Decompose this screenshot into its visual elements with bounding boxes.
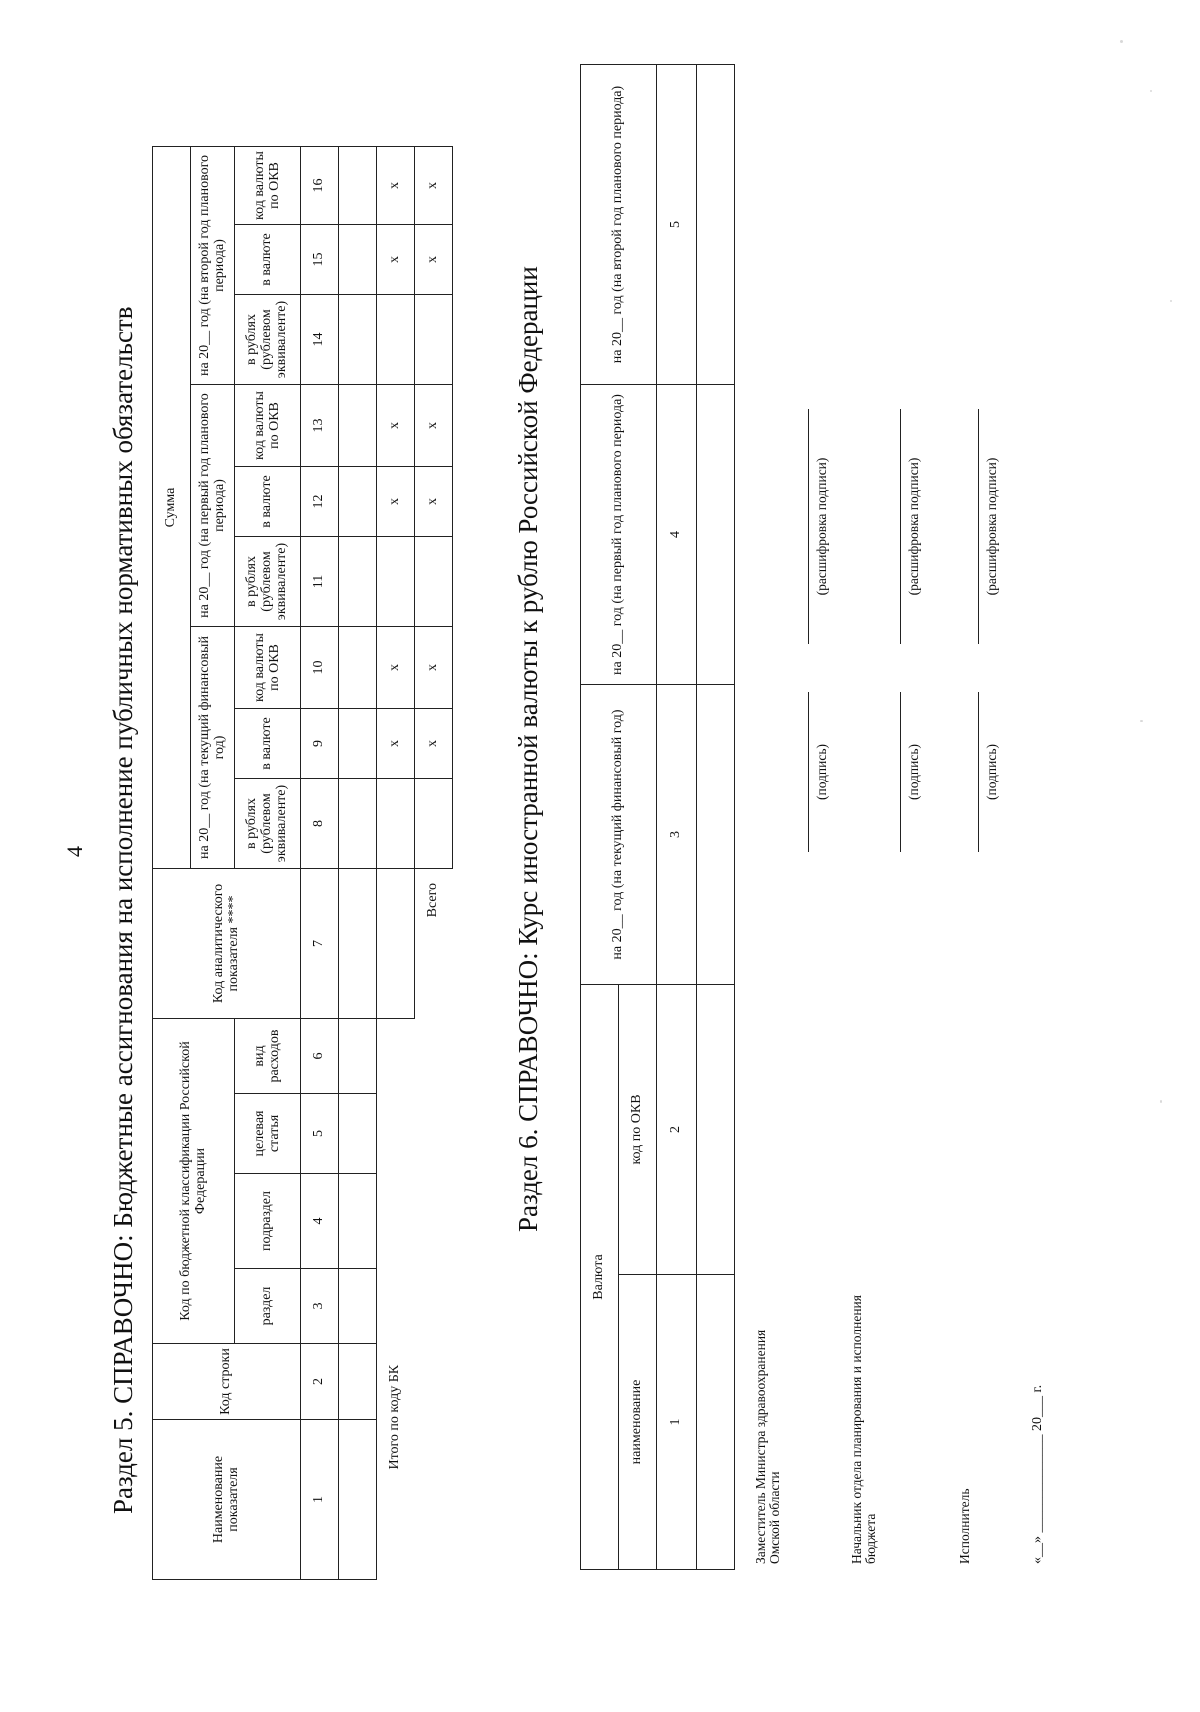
hdr-rub: в рублях (рублевом эквиваленте) [235, 779, 301, 869]
decode-line [978, 409, 979, 644]
x-mark: x [377, 147, 415, 225]
hdr-val: в валюте [235, 225, 301, 295]
col-num: 1 [657, 1275, 697, 1570]
table-row [339, 147, 377, 1580]
col-num: 10 [301, 627, 339, 709]
col-number-row [657, 65, 697, 1570]
hdr-period-current: на 20__ год (на текущий финансовый год) [581, 685, 657, 985]
hdr-razdel: раздел [235, 1269, 301, 1344]
hdr-okv: код валюты по ОКВ [235, 627, 301, 709]
hdr-val: в валюте [235, 467, 301, 537]
total-bk-label: Итого по коду БК [387, 1364, 403, 1470]
signer-role: Заместитель Министра здравоохранения Омской области [753, 1329, 783, 1564]
total-all-row [415, 147, 453, 1580]
col-num: 14 [301, 295, 339, 385]
hdr-vid: вид расходов [235, 1019, 301, 1094]
section6-title: Раздел 6. СПРАВОЧНО: Курс иностранной валюты к рублю Российской Федерации [513, 266, 543, 1232]
decode-line [808, 409, 809, 644]
x-mark: x [377, 467, 415, 537]
hdr-period-second: на 20__ год (на второй год планового периода) [191, 147, 235, 385]
col-num: 15 [301, 225, 339, 295]
scan-speck [1170, 300, 1172, 302]
scan-speck [1150, 90, 1152, 92]
signature-caption: (подпись) [984, 743, 999, 801]
col-num: 3 [301, 1269, 339, 1344]
hdr-bk: Код по бюджетной классификации Российской Федерации [153, 1019, 235, 1344]
col-num: 9 [301, 709, 339, 779]
x-mark: x [415, 147, 453, 225]
page-number: 4 [62, 846, 87, 857]
x-mark: x [415, 225, 453, 295]
x-mark: x [415, 467, 453, 537]
decode-caption: (расшифровка подписи) [814, 457, 829, 596]
hdr-period-second: на 20__ год (на второй год планового периода) [581, 65, 657, 385]
decode-caption: (расшифровка подписи) [984, 457, 999, 596]
col-num: 13 [301, 385, 339, 467]
hdr-podrazdel: подраздел [235, 1174, 301, 1269]
col-num: 12 [301, 467, 339, 537]
col-num: 4 [657, 385, 697, 685]
hdr-rub: в рублях (рублевом эквиваленте) [235, 295, 301, 385]
hdr-name: Наименование показателя [153, 1420, 301, 1580]
date-line: «__» ______________ 20___ г. [1030, 1384, 1045, 1564]
hdr-val: в валюте [235, 709, 301, 779]
signature-caption: (подпись) [906, 743, 921, 801]
hdr-period-first: на 20__ год (на первый год планового периода) [191, 385, 235, 627]
hdr-currency-okv: код по ОКВ [619, 985, 657, 1275]
col-num: 7 [301, 869, 339, 1019]
scan-speck [1140, 720, 1143, 722]
col-num: 8 [301, 779, 339, 869]
col-number-row [301, 147, 339, 1580]
col-num: 5 [301, 1094, 339, 1174]
col-num: 3 [657, 685, 697, 985]
section6-table [580, 64, 735, 1570]
col-num: 6 [301, 1019, 339, 1094]
signature-line [808, 692, 809, 852]
hdr-currency: Валюта [581, 985, 619, 1570]
scan-speck [1160, 1100, 1162, 1103]
signature-line [900, 692, 901, 852]
col-num: 2 [301, 1344, 339, 1420]
col-num: 4 [301, 1174, 339, 1269]
x-mark: x [415, 627, 453, 709]
scan-speck [1120, 40, 1123, 43]
x-mark: x [377, 627, 415, 709]
x-mark: x [415, 709, 453, 779]
section5-title: Раздел 5. СПРАВОЧНО: Бюджетные ассигнования на исполнение публичных нормативных обязательств [108, 306, 138, 1514]
total-all-label: Всего [425, 883, 441, 918]
table-row [697, 65, 735, 1570]
hdr-period-current: на 20__ год (на текущий финансовый год) [191, 627, 235, 869]
hdr-celevaya: целевая статья [235, 1094, 301, 1174]
hdr-currency-name: наименование [619, 1275, 657, 1570]
hdr-okv: код валюты по ОКВ [235, 147, 301, 225]
signature-line [978, 692, 979, 852]
x-mark: x [415, 385, 453, 467]
hdr-rub: в рублях (рублевом эквиваленте) [235, 537, 301, 627]
signer-role: Начальник отдела планирования и исполнения бюджета [849, 1295, 879, 1564]
hdr-line-code: Код строки [153, 1344, 301, 1420]
signer-role: Исполнитель [957, 1488, 972, 1564]
signature-caption: (подпись) [814, 743, 829, 801]
section5-table [152, 146, 453, 1580]
hdr-analytic: Код аналитического показателя **** [153, 869, 301, 1019]
col-num: 5 [657, 65, 697, 385]
col-num: 16 [301, 147, 339, 225]
col-num: 1 [301, 1420, 339, 1580]
hdr-okv: код валюты по ОКВ [235, 385, 301, 467]
x-mark: x [377, 385, 415, 467]
col-num: 2 [657, 985, 697, 1275]
decode-caption: (расшифровка подписи) [906, 457, 921, 596]
x-mark: x [377, 709, 415, 779]
total-bk-row [377, 147, 415, 1580]
hdr-sum: Сумма [153, 147, 191, 869]
decode-line [900, 409, 901, 644]
x-mark: x [377, 225, 415, 295]
col-num: 11 [301, 537, 339, 627]
hdr-period-first: на 20__ год (на первый год планового периода) [581, 385, 657, 685]
